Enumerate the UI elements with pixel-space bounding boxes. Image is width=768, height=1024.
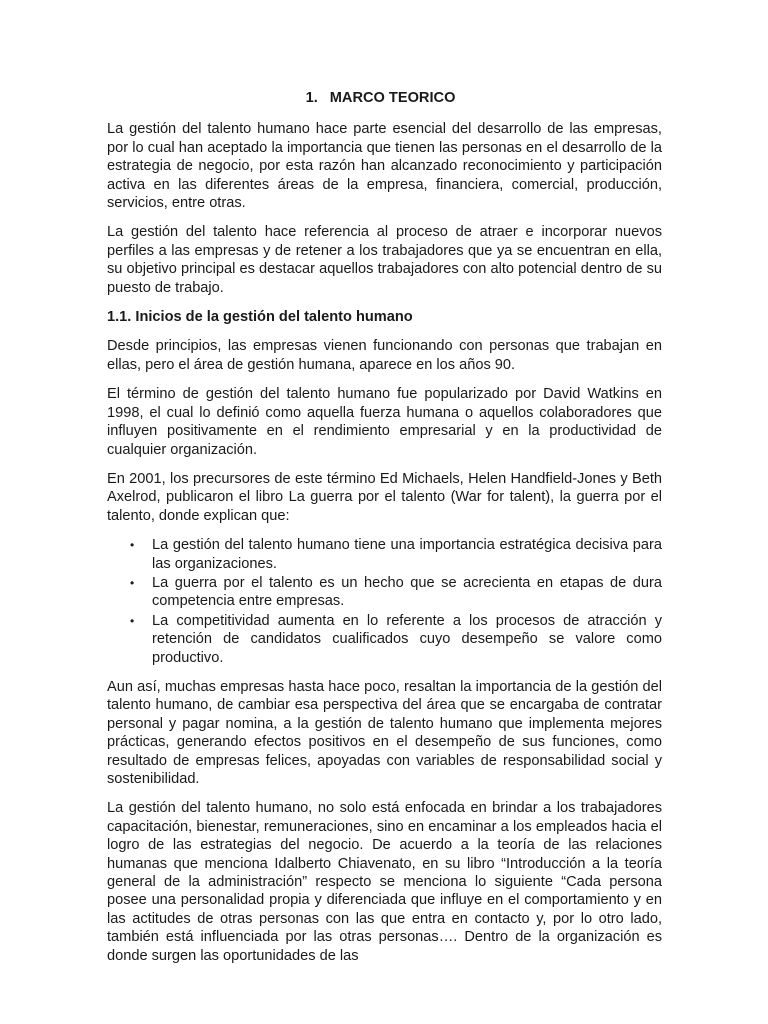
list-item-text: La guerra por el talento es un hecho que se acrecienta en etapas de dura competencia entre empresas.	[152, 574, 662, 610]
section-heading: 1.1. Inicios de la gestión del talento humano	[107, 309, 413, 326]
paragraph-section-3: En 2001, los precursores de este término Ed Michaels, Helen Handfield-Jones y Beth Axelrod, publicaron el libro La guerra por el talento (War for talent), la guerra por el talento, donde explican que:	[107, 470, 662, 524]
list-item	[130, 574, 662, 611]
list-item	[130, 612, 662, 667]
paragraph-intro-1: La gestión del talento humano hace parte esencial del desarrollo de las empresas, por lo cual han aceptado la importancia que tienen las personas en el desarrollo de la estrategia de negocio, por esta razón han alcanzado reconocimiento y participación activa en las diferentes áreas de la empresa, financiera, comercial, producción, servicios, entre otras.	[107, 121, 662, 212]
title-number: 1.	[305, 90, 318, 106]
paragraph-after-1: Aun así, muchas empresas hasta hace poco, resaltan la importancia de la gestión del talento humano, de cambiar esa perspectiva del área que se encargaba de contratar personal y pagar nomina, a la gestión de talento humano que implementa mejores prácticas, generando efectos positivos en el desempeño de sus funciones, como resultado de empresas felices, apoyadas con variables de responsabilidad social y sostenibilidad.	[107, 678, 662, 787]
list-item-text: La competitividad aumenta en lo referente a los procesos de atracción y retención de candidatos cualificados cuyo desempeño se valore como productivo.	[152, 612, 662, 666]
list-item	[130, 536, 662, 573]
title-text: MARCO TEORICO	[329, 90, 456, 106]
bullet-icon: •	[130, 613, 135, 628]
page-title	[107, 89, 662, 107]
bullet-list	[107, 536, 662, 667]
paragraph-intro-2: La gestión del talento hace referencia al proceso de atraer e incorporar nuevos perfiles a las empresas y de retener a los trabajadores que ya se encuentran en ella, su objetivo principal es destacar aquellos trabajadores con alto potencial dentro de su puesto de trabajo.	[107, 224, 662, 296]
paragraph-section-1: Desde principios, las empresas vienen funcionando con personas que trabajan en ellas, pero el área de gestión humana, aparece en los años 90.	[107, 338, 662, 373]
paragraph-section-2: El término de gestión del talento humano fue popularizado por David Watkins en 1998, el cual lo definió como aquella fuerza humana o aquellos colaboradores que influyen positivamente en el rendimiento empresarial y en la productividad de cualquier organización.	[107, 386, 662, 458]
bullet-icon: •	[130, 575, 135, 590]
list-item-text: La gestión del talento humano tiene una importancia estratégica decisiva para las organizaciones.	[152, 537, 662, 572]
paragraph-after-2: La gestión del talento humano, no solo está enfocada en brindar a los trabajadores capacitación, bienestar, remuneraciones, sino en encaminar a los empleados hacia el logro de las estrategias del negocio. De acuerdo a la teoría de las relaciones humanas que menciona Idalberto Chiavenato, en su libro “Introducción a la teoría general de la administración” respecto se menciona lo siguiente “Cada persona posee una personalidad propia y diferenciada que influye en el comportamiento y en las actitudes de otras personas con las que entra en contacto y, por lo otro lado, también está influenciada por las otras personas…. Dentro de la organización es donde surgen las oportunidades de las	[107, 800, 662, 964]
document-page	[107, 89, 662, 965]
bullet-icon: •	[130, 538, 135, 553]
